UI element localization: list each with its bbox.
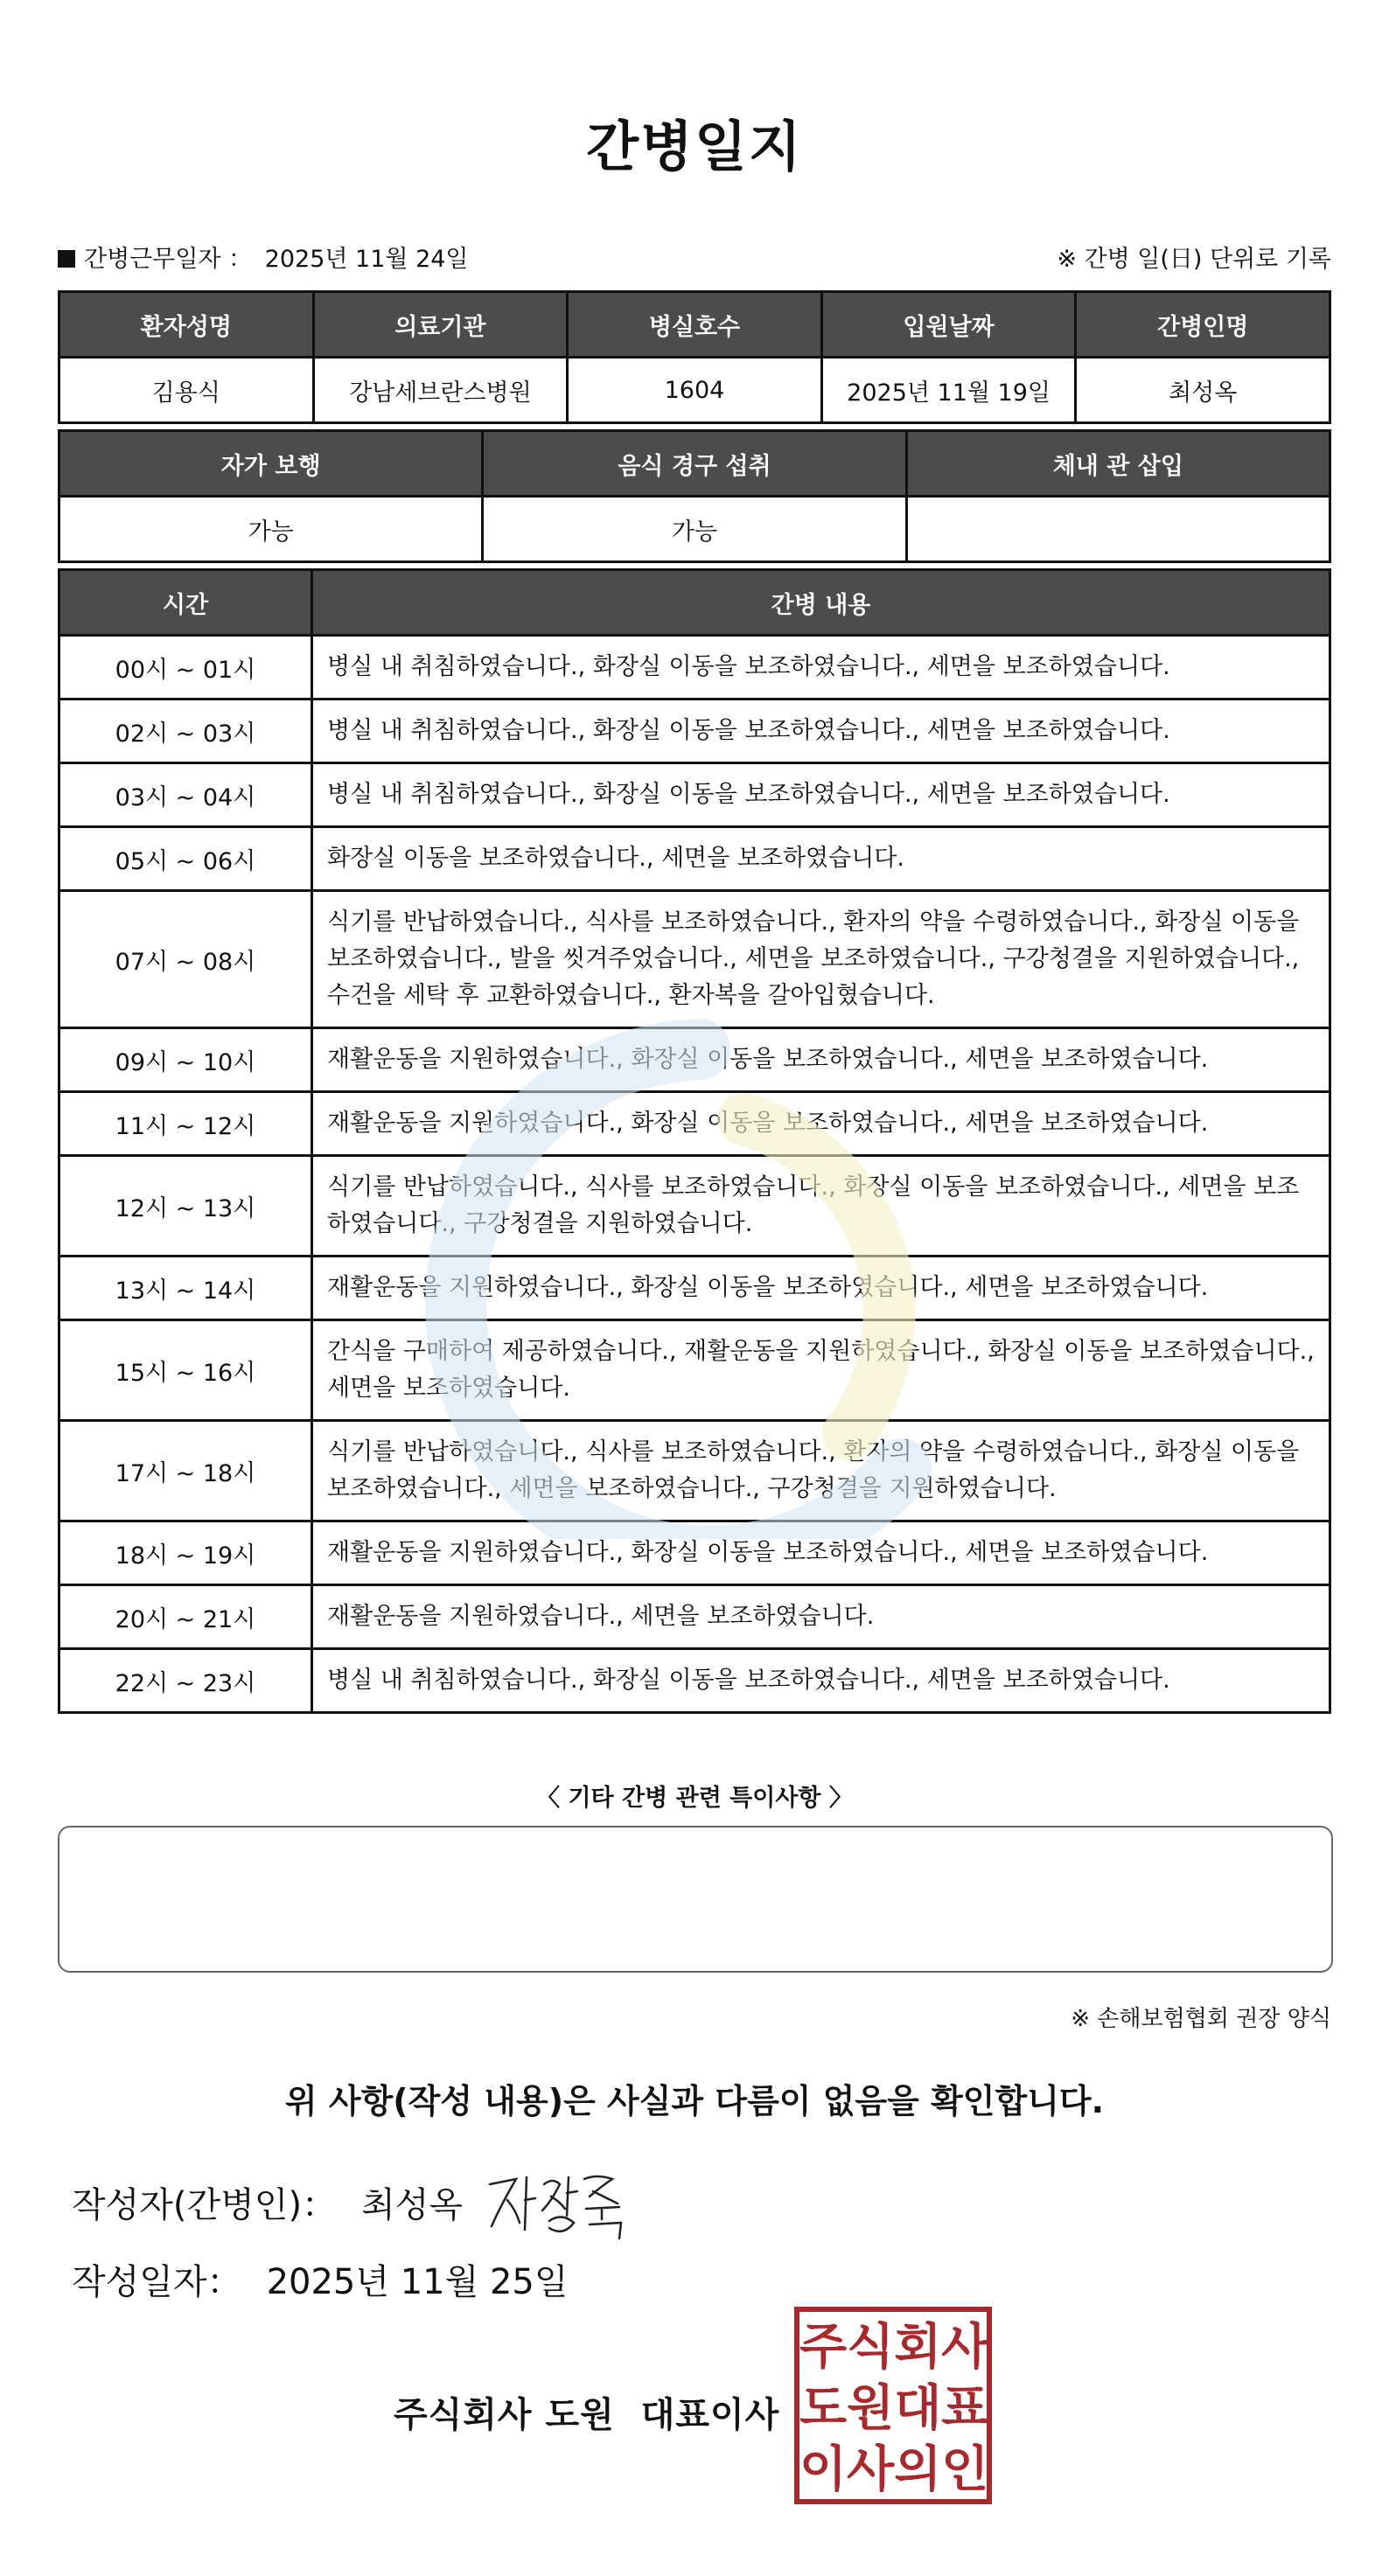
row-time: 07시 ~ 08시 xyxy=(59,891,312,1028)
confirmation-statement: 위 사항(작성 내용)은 사실과 다름이 없음을 확인합니다. xyxy=(284,2082,1105,2120)
row-content: 식기를 반납하였습니다., 식사를 보조하였습니다., 화장실 이동을 보조하였습니다., 세면을 보조하였습니다., 구강청결을 지원하였습니다. xyxy=(312,1156,1330,1257)
seal-line: 이사의인 xyxy=(799,2441,989,2498)
patient-status-table xyxy=(58,429,1331,563)
row-content: 간식을 구매하여 제공하였습니다., 재활운동을 지원하였습니다., 화장실 이동을 보조하였습니다., 세면을 보조하였습니다. xyxy=(312,1320,1330,1421)
header-oral-intake: 음식 경구 섭취 xyxy=(483,431,906,497)
row-time: 15시 ~ 16시 xyxy=(59,1320,312,1421)
header-care-content: 간병 내용 xyxy=(312,570,1330,636)
hospital-name: 강남세브란스병원 xyxy=(313,358,568,423)
row-time: 09시 ~ 10시 xyxy=(59,1028,312,1092)
table-row xyxy=(59,1028,1330,1092)
writer-line xyxy=(72,2177,463,2227)
table-row xyxy=(59,1320,1330,1421)
header-self-walking: 자가 보행 xyxy=(59,431,483,497)
company-signature-line xyxy=(394,2387,779,2437)
table-row xyxy=(59,636,1330,700)
table-row xyxy=(59,1421,1330,1521)
row-time: 13시 ~ 14시 xyxy=(59,1257,312,1320)
table-row xyxy=(59,1092,1330,1156)
row-content: 병실 내 취침하였습니다., 화장실 이동을 보조하였습니다., 세면을 보조하였습니다. xyxy=(312,700,1330,763)
row-content: 식기를 반납하였습니다., 식사를 보조하였습니다., 환자의 약을 수령하였습니다., 화장실 이동을 보조하였습니다., 세면을 보조하였습니다., 구강청결을 지원하였습니다. xyxy=(312,1421,1330,1521)
row-time: 02시 ~ 03시 xyxy=(59,700,312,763)
care-log-table xyxy=(58,568,1331,1714)
header-hospital: 의료기관 xyxy=(313,292,568,358)
row-content: 재활운동을 지원하였습니다., 화장실 이동을 보조하였습니다., 세면을 보조하였습니다. xyxy=(312,1028,1330,1092)
writing-date-label: 작성일자： xyxy=(72,2262,242,2302)
status-header-row xyxy=(59,431,1330,497)
header-room-number: 병실호수 xyxy=(568,292,822,358)
square-bullet-icon xyxy=(58,250,75,268)
table-row xyxy=(59,763,1330,827)
patient-info-table xyxy=(58,290,1331,424)
table-row xyxy=(59,1156,1330,1257)
row-time: 17시 ~ 18시 xyxy=(59,1421,312,1521)
row-content: 식기를 반납하였습니다., 식사를 보조하였습니다., 환자의 약을 수령하였습니다., 화장실 이동을 보조하였습니다., 발을 씻겨주었습니다., 세면을 보조하였습니다., 구강청결을 지원하였습니다., 수건을 세탁 후 교환하였습니다., 환자복을 갈아입혔습니다. xyxy=(312,891,1330,1028)
table-row xyxy=(59,891,1330,1028)
writing-date-line xyxy=(72,2254,569,2304)
table-row xyxy=(59,700,1330,763)
table-row xyxy=(59,1649,1330,1713)
row-time: 20시 ~ 21시 xyxy=(59,1585,312,1649)
row-time: 05시 ~ 06시 xyxy=(59,827,312,891)
table-row xyxy=(59,827,1330,891)
handwritten-signature xyxy=(481,2158,630,2245)
row-content: 재활운동을 지원하였습니다., 화장실 이동을 보조하였습니다., 세면을 보조하였습니다. xyxy=(312,1092,1330,1156)
row-content: 병실 내 취침하였습니다., 화장실 이동을 보조하였습니다., 세면을 보조하였습니다. xyxy=(312,1649,1330,1713)
row-time: 00시 ~ 01시 xyxy=(59,636,312,700)
writer-name: 최성옥 xyxy=(361,2185,463,2225)
record-unit-note: ※ 간병 일(日) 단위로 기록 xyxy=(1057,246,1331,273)
row-time: 03시 ~ 04시 xyxy=(59,763,312,827)
work-date-line xyxy=(58,240,469,274)
self-walking-value: 가능 xyxy=(59,497,483,562)
row-content: 재활운동을 지원하였습니다., 세면을 보조하였습니다. xyxy=(312,1585,1330,1649)
work-date-label: 간병근무일자 ： xyxy=(84,246,253,273)
oral-intake-value: 가능 xyxy=(483,497,906,562)
writer-label: 작성자(간병인)： xyxy=(72,2185,338,2225)
seal-line: 도원대표 xyxy=(799,2380,989,2437)
patient-value-row xyxy=(59,358,1330,423)
status-value-row xyxy=(59,497,1330,562)
row-time: 12시 ~ 13시 xyxy=(59,1156,312,1257)
header-time: 시간 xyxy=(59,570,312,636)
header-patient-name: 환자성명 xyxy=(59,292,314,358)
caregiver-name: 최성옥 xyxy=(1076,358,1330,423)
row-content: 재활운동을 지원하였습니다., 화장실 이동을 보조하였습니다., 세면을 보조하였습니다. xyxy=(312,1521,1330,1585)
row-content: 재활운동을 지원하였습니다., 화장실 이동을 보조하였습니다., 세면을 보조하였습니다. xyxy=(312,1257,1330,1320)
row-time: 18시 ~ 19시 xyxy=(59,1521,312,1585)
table-row xyxy=(59,1257,1330,1320)
row-content: 병실 내 취침하였습니다., 화장실 이동을 보조하였습니다., 세면을 보조하였습니다. xyxy=(312,763,1330,827)
recommended-form-note: ※ 손해보험협회 권장 양식 xyxy=(1071,2006,1331,2032)
header-admission-date: 입원날짜 xyxy=(821,292,1076,358)
special-notes-box xyxy=(58,1826,1333,1973)
row-time: 22시 ~ 23시 xyxy=(59,1649,312,1713)
patient-name: 김용식 xyxy=(59,358,314,423)
table-row xyxy=(59,1585,1330,1649)
writing-date-value: 2025년 11월 25일 xyxy=(266,2262,569,2302)
special-notes-title: 〈 기타 간병 관련 특이사항 〉 xyxy=(536,1785,853,1812)
row-content: 병실 내 취침하였습니다., 화장실 이동을 보조하였습니다., 세면을 보조하였습니다. xyxy=(312,636,1330,700)
patient-header-row xyxy=(59,292,1330,358)
company-name: 주식회사 도원 xyxy=(394,2395,615,2435)
table-row xyxy=(59,1521,1330,1585)
header-caregiver-name: 간병인명 xyxy=(1076,292,1330,358)
admission-date: 2025년 11월 19일 xyxy=(821,358,1076,423)
company-ceo-title: 대표이사 xyxy=(640,2395,780,2435)
company-seal-stamp xyxy=(794,2307,992,2504)
row-time: 11시 ~ 12시 xyxy=(59,1092,312,1156)
row-content: 화장실 이동을 보조하였습니다., 세면을 보조하였습니다. xyxy=(312,827,1330,891)
work-date-value: 2025년 11월 24일 xyxy=(264,246,469,273)
care-log-header-row xyxy=(59,570,1330,636)
tube-insertion-value xyxy=(906,497,1330,562)
document-title: 간병일지 xyxy=(586,115,803,178)
seal-line: 주식회사 xyxy=(799,2319,989,2376)
header-tube-insertion: 체내 관 삽입 xyxy=(906,431,1330,497)
room-number: 1604 xyxy=(568,358,822,423)
